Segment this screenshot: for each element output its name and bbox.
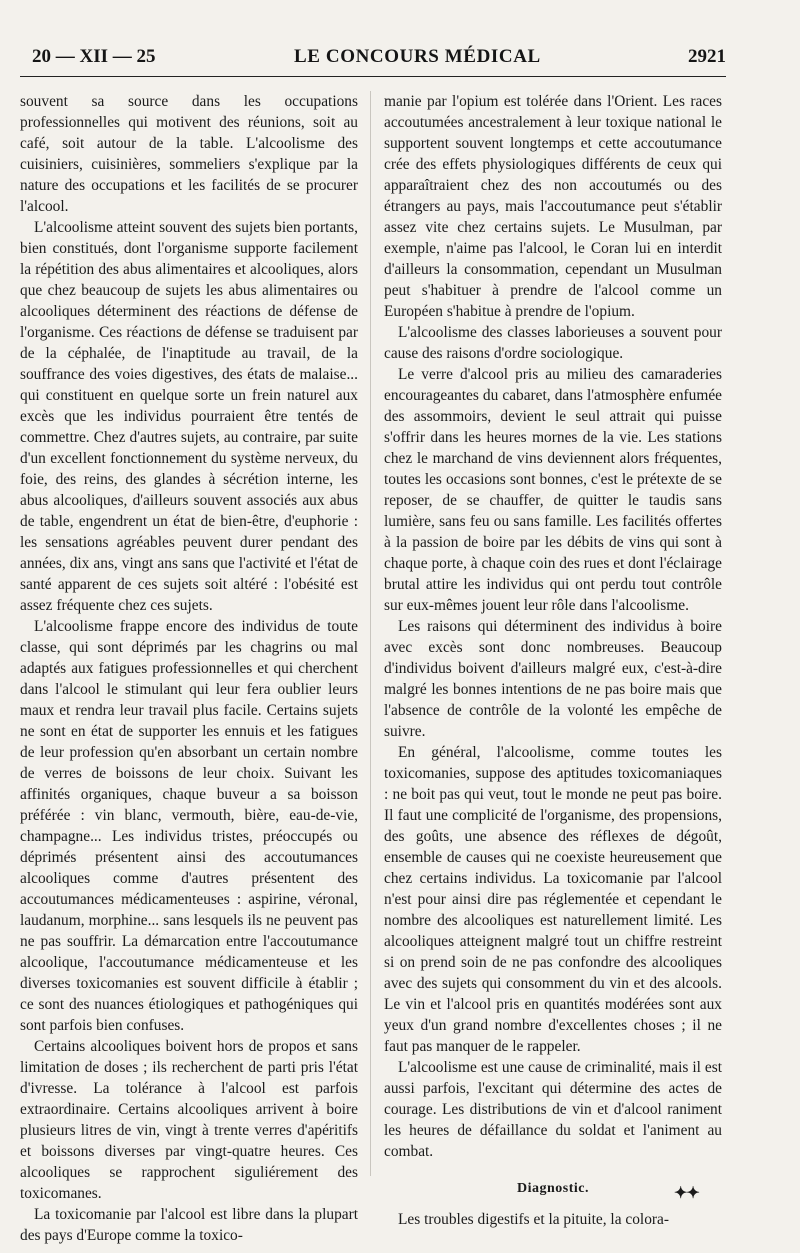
- paragraph: En général, l'alcoolisme, comme toutes les toxicomanies, suppose des aptitudes toxicomaniaques : ne boit pas qui veut, tout le monde ne peut pas boire. Il faut une complicité de l'organisme, des propensions, des goûts, une absence des réflexes de dégoût, ensemble de causes qui ne coexiste heureusement que chez certains individus. La toxicomanie par l'alcool n'est pour ainsi dire pas réglementée et cependant le nombre des alcooliques est naturellement limité. Les alcooliques atteignent malgré tout un chiffre restreint si on prend soin de ne pas confondre des alcooliques avec des sujets qui consomment du vin et des alcools. Le vin et l'alcool pris en quantités modérées sont aux yeux d'un grand nombre d'excellentes choses ; il ne faut pas manquer de le rappeler.: [384, 744, 722, 1055]
- column-divider: [370, 91, 371, 1176]
- paragraph: Les troubles digestifs et la pituite, la colora-: [398, 1211, 669, 1228]
- right-column: [384, 91, 722, 1230]
- paragraph: L'alcoolisme atteint souvent des sujets bien portants, bien constitués, dont l'organisme supporte facilement la répétition des abus alimentaires et alcooliques, alors que chez beaucoup de sujets les abus alimentaires ou alcooliques déterminent des réactions de défense de l'organisme. Ces réactions de défense se traduisent par de la céphalée, de l'inaptitude au travail, de la souffrance des voies digestives, des états de malaise... qui constituent en quelque sorte un frein naturel aux excès que les individus pourraient être tentés de commettre. Chez d'autres sujets, au contraire, par suite d'un excellent fonctionnement du système nerveux, du foie, des reins, des glandes à sécrétion interne, les abus alcooliques, d'ailleurs souvent associés aux abus de table, engendrent un état de bien-être, d'euphorie : les sensations agréables peuvent durer pendant des années, dix ans, vingt ans sans que l'activité et l'état de santé apparent de ces sujets soit altéré : l'obésité est assez fréquente chez ces sujets.: [20, 219, 358, 614]
- left-column: [20, 91, 358, 1246]
- journal-title: LE CONCOURS MÉDICAL: [294, 46, 541, 67]
- ornament-icon: ✦✦: [674, 1183, 699, 1202]
- page-number: 2921: [688, 46, 726, 67]
- paragraph: souvent sa source dans les occupations professionnelles qui motivent des réunions, soit au café, soit autour de la table. L'alcoolisme des cuisiniers, cuisinières, sommeliers s'explique par la nature des occupations et les facilités de se procurer l'alcool.: [20, 93, 358, 215]
- paragraph: L'alcoolisme est une cause de criminalité, mais il est aussi parfois, l'excitant qui détermine des actes de courage. Les distributions de vin et d'alcool raniment les heures de défaillance du soldat et l'animent au combat.: [384, 1059, 722, 1160]
- paragraph: L'alcoolisme frappe encore des individus de toute classe, qui sont déprimés par les chagrins ou mal adaptés aux fatigues professionnelles et qui cherchent dans l'alcool le stimulant qui leur fera oublier leurs maux et rendra leur travail plus facile. Certains sujets ne sont en état de supporter les ennuis et les fatigues de leur profession qu'en absorbant un certain nombre de verres de boissons de leur choix. Suivant les affinités organiques, chaque buveur a sa boisson préférée : vin blanc, vermouth, bière, eau-de-vie, champagne... Les individus tristes, préoccupés ou déprimés présentent ainsi des accoutumances alcooliques comme d'autres présentent des accoutumances médicamenteuses : aspirine, véronal, laudanum, morphine... sans lesquels ils ne peuvent pas ne pas souffrir. La démarcation entre l'accoutumance alcoolique, l'accoutumance médicamenteuse et les diverses toxicomanies est souvent difficile à établir ; ce sont des nuances étiologiques et pathogéniques qui sont parfois bien confuses.: [20, 618, 358, 1034]
- section-heading: Diagnostic.: [517, 1181, 589, 1196]
- running-header: [32, 46, 726, 72]
- header-rule: [20, 76, 726, 77]
- paragraph: La toxicomanie par l'alcool est libre dans la plupart des pays d'Europe comme la toxico-: [20, 1206, 358, 1244]
- paragraph: Certains alcooliques boivent hors de propos et sans limitation de doses ; ils recherchent de parti pris l'état d'ivresse. La tolérance à l'alcool est parfois extraordinaire. Certains alcooliques arrivent à boire plusieurs litres de vin, vingt à trente verres d'apéritifs et boissons diverses par vingt-quatre heures. Ces alcooliques se rapprochent siguliérement des toxicomanes.: [20, 1038, 358, 1202]
- paragraph: Les raisons qui déterminent des individus à boire avec excès sont donc nombreuses. Beaucoup d'individus boivent d'ailleurs malgré eux, c'est-à-dire malgré les bonnes intentions de ne pas boire mais que l'absence de contrôle de la volonté les empêche de suivre.: [384, 618, 722, 740]
- paragraph: manie par l'opium est tolérée dans l'Orient. Les races accoutumées ancestralement à leur toxique national le supportent souvent longtemps et cette accoutumance crée des effets physiologiques différents de ceux qui apparaîtraient chez des non accoutumés ou des étrangers au pays, mais l'accoutumance peut s'établir assez vite chez certains sujets. Le Musulman, par exemple, n'aime pas l'alcool, le Coran lui en interdit d'ailleurs la consommation, cependant un Musulman peut s'habituer à prendre de l'alcool comme un Européen s'habitue à prendre de l'opium.: [384, 93, 722, 320]
- paragraph: L'alcoolisme des classes laborieuses a souvent pour cause des raisons d'ordre sociologique.: [384, 324, 722, 362]
- paragraph: Le verre d'alcool pris au milieu des camaraderies encourageantes du cabaret, dans l'atmosphère enfumée des assommoirs, devient le seul attrait qui puisse s'offrir dans les heures mornes de la vie. Les stations chez le marchand de vins deviennent alors fréquentes, toutes les occasions sont bonnes, c'est le prétexte de se reposer, de se chauffer, de quitter le taudis sans lumière, sans feu ou sans famille. Les facilités offertes à la passion de boire par les débits de vins qui sont à chaque porte, à chaque coin des rues et dont l'éclairage brutal attire les individus qui ont perdu tout contrôle sur eux-mêmes jouent leur rôle dans l'alcoolisme.: [384, 366, 722, 614]
- issue-date: 20 — XII — 25: [32, 46, 156, 67]
